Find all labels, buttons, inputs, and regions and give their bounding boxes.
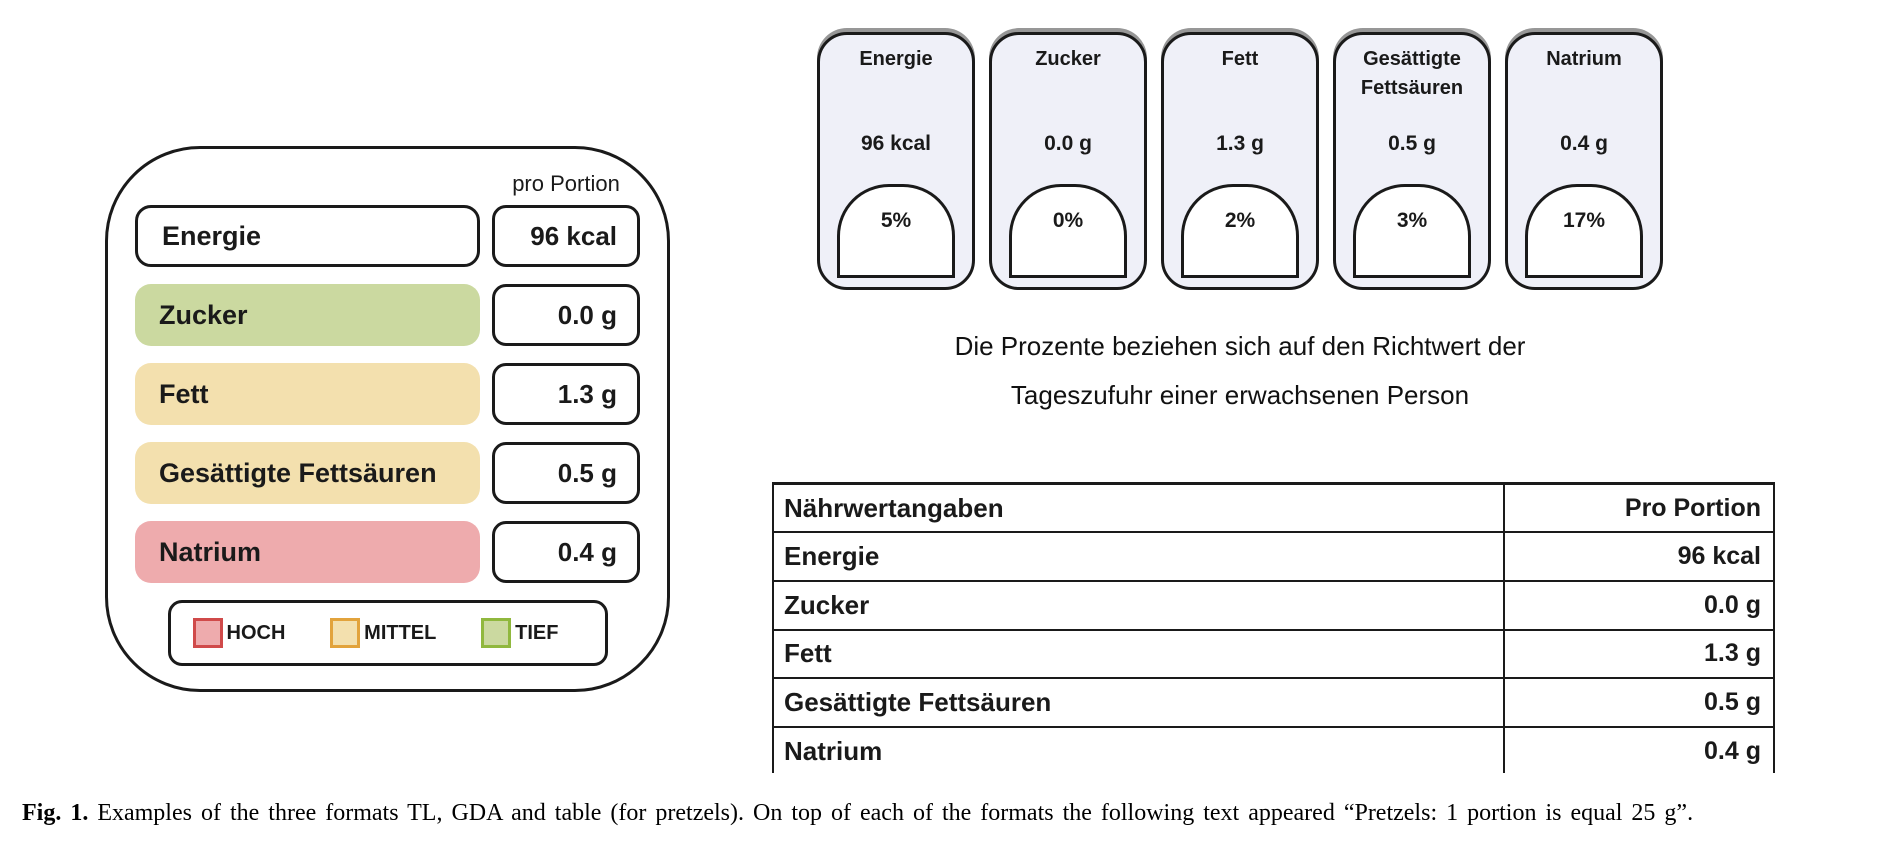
traffic-light-panel xyxy=(105,146,670,692)
table-row-fett xyxy=(774,629,1773,678)
gda-dome-zucker xyxy=(1009,184,1127,278)
gda-dome-natrium xyxy=(1525,184,1643,278)
gda-panel xyxy=(817,32,1663,290)
figure-caption-text: Examples of the three formats TL, GDA and table (for pretzels). On top of each of the formats the following text appeared “Pretzels: 1 portion is equal 25 g”. xyxy=(97,800,1694,826)
table-cell-value: 0.4 g xyxy=(1704,737,1761,766)
gda-title-natrium: Natrium xyxy=(1546,48,1622,70)
tl-value-fett: 1.3 g xyxy=(492,363,640,425)
tl-label-natrium: Natrium xyxy=(135,521,480,583)
table-cell-label: Fett xyxy=(774,631,1505,678)
table-cell-value: 1.3 g xyxy=(1704,639,1761,668)
gda-title-energie: Energie xyxy=(859,48,933,70)
tl-column-header: pro Portion xyxy=(512,171,620,196)
gda-amount-energie: 96 kcal xyxy=(860,132,932,155)
table-header-row xyxy=(774,485,1773,531)
tl-legend xyxy=(168,600,608,666)
gda-amount-gesaettigte-fettsaeuren: 0.5 g xyxy=(1388,132,1436,155)
gda-card-fett xyxy=(1161,32,1319,290)
table-row-energie xyxy=(774,531,1773,580)
tl-row-natrium xyxy=(135,521,640,583)
gda-dome-fett xyxy=(1181,184,1299,278)
table-row-zucker xyxy=(774,580,1773,629)
table-header-label: Nährwertangaben xyxy=(774,485,1505,531)
gda-note-line1: Die Prozente beziehen sich auf den Richtwert der xyxy=(954,331,1526,361)
nutrition-table xyxy=(772,482,1775,773)
legend-item-mittel xyxy=(330,618,436,648)
table-cell-value: 0.5 g xyxy=(1704,688,1761,717)
legend-label-mittel: MITTEL xyxy=(364,621,437,644)
gda-amount-natrium: 0.4 g xyxy=(1560,132,1608,155)
table-row-gesaettigte-fettsaeuren xyxy=(774,677,1773,726)
legend-item-hoch xyxy=(193,618,286,648)
figure-caption xyxy=(22,800,1868,827)
tl-value-natrium: 0.4 g xyxy=(492,521,640,583)
table-cell-value: 96 kcal xyxy=(1677,541,1761,570)
gda-title-zucker: Zucker xyxy=(1035,48,1101,70)
tl-label-fett: Fett xyxy=(135,363,480,425)
tl-value-gesaettigte-fettsaeuren: 0.5 g xyxy=(492,442,640,504)
gda-card-energie xyxy=(817,32,975,290)
gda-amount-zucker: 0.0 g xyxy=(1044,132,1092,155)
table-cell-label: Gesättigte Fettsäuren xyxy=(774,679,1505,726)
mittel-color-swatch xyxy=(330,618,360,648)
table-cell-label: Natrium xyxy=(774,728,1505,773)
legend-label-tief: TIEF xyxy=(515,621,559,644)
tief-color-swatch xyxy=(481,618,511,648)
gda-note-line2: Tageszufuhr einer erwachsenen Person xyxy=(1010,380,1470,410)
table-cell-label: Energie xyxy=(774,533,1505,580)
tl-row-gesaettigte-fettsaeuren xyxy=(135,442,640,504)
gda-dome-energie xyxy=(837,184,955,278)
table-row-natrium xyxy=(774,726,1773,773)
gda-amount-fett: 1.3 g xyxy=(1216,132,1264,155)
legend-item-tief xyxy=(481,618,558,648)
gda-percent-energie: 5% xyxy=(880,209,912,232)
gda-percent-natrium: 17% xyxy=(1562,209,1606,232)
gda-title-fett: Fett xyxy=(1221,48,1259,70)
table-header-value: Pro Portion xyxy=(1624,493,1761,522)
figure-caption-label: Fig. 1. xyxy=(22,800,89,826)
table-cell-value: 0.0 g xyxy=(1704,590,1761,619)
tl-value-energie: 96 kcal xyxy=(492,205,640,267)
tl-label-gesaettigte-fettsaeuren: Gesättigte Fettsäuren xyxy=(135,442,480,504)
tl-row-zucker xyxy=(135,284,640,346)
gda-percent-zucker: 0% xyxy=(1052,209,1084,232)
gda-note xyxy=(817,322,1663,420)
gda-card-gesaettigte-fettsaeuren xyxy=(1333,32,1491,290)
tl-label-energie: Energie xyxy=(135,205,480,267)
gda-card-natrium xyxy=(1505,32,1663,290)
table-cell-label: Zucker xyxy=(774,582,1505,629)
tl-label-zucker: Zucker xyxy=(135,284,480,346)
legend-label-hoch: HOCH xyxy=(226,621,286,644)
gda-card-zucker xyxy=(989,32,1147,290)
hoch-color-swatch xyxy=(193,618,223,648)
gda-title-gesaettigte-fettsaeuren: Gesättigte Fettsäuren xyxy=(1360,48,1464,99)
tl-row-fett xyxy=(135,363,640,425)
gda-percent-gesaettigte-fettsaeuren: 3% xyxy=(1396,209,1428,232)
tl-row-energie xyxy=(135,205,640,267)
tl-value-zucker: 0.0 g xyxy=(492,284,640,346)
gda-dome-gesaettigte-fettsaeuren xyxy=(1353,184,1471,278)
gda-percent-fett: 2% xyxy=(1224,209,1256,232)
